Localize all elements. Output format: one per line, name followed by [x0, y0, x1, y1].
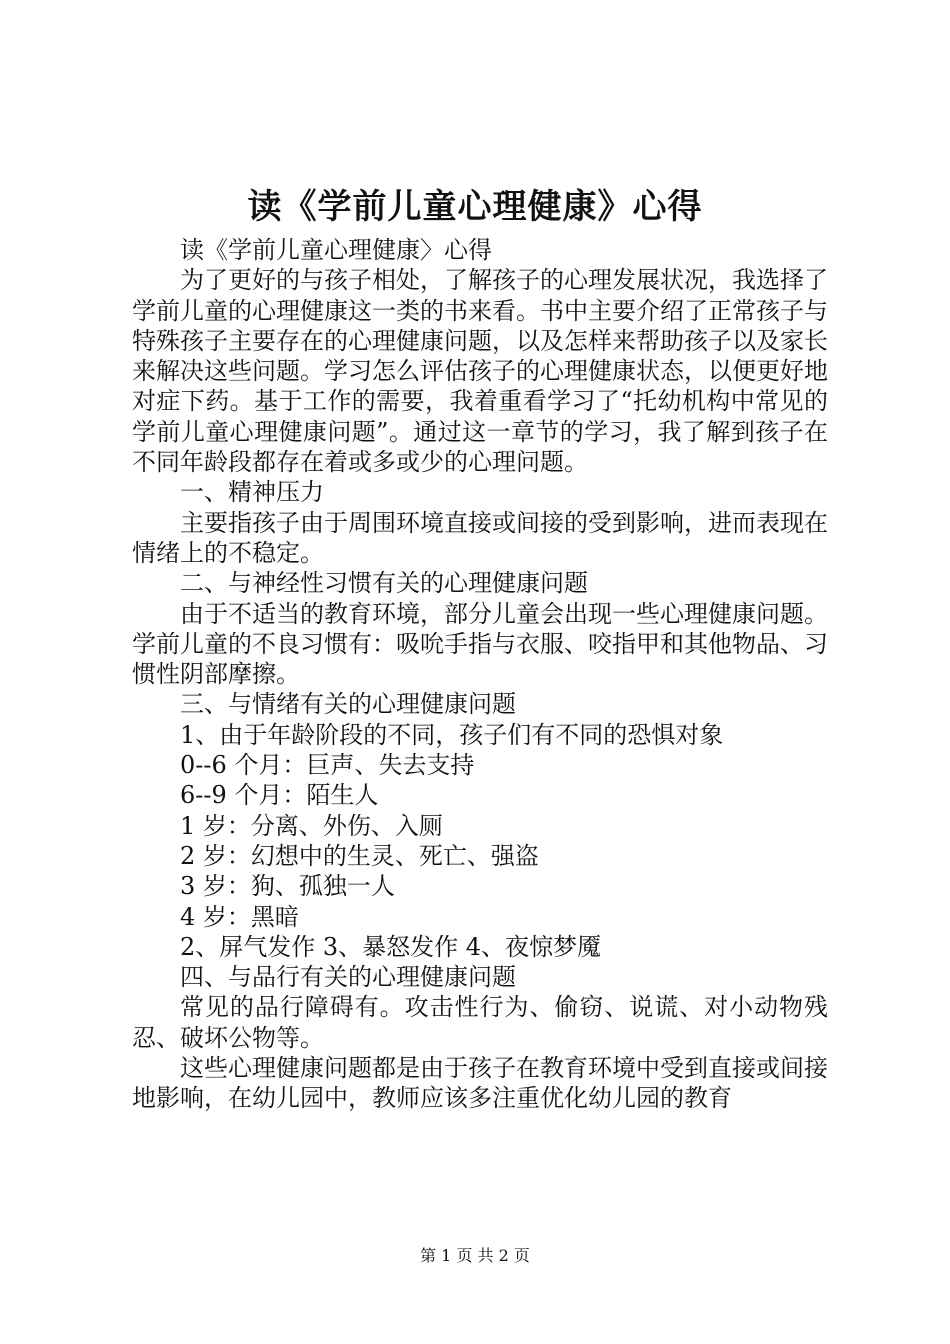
paragraph-2: 由于不适当的教育环境，部分儿童会出现一些心理健康问题。学前儿童的不良习惯有：吸吮手指与衣服、咬指甲和其他物品、习惯性阴部摩擦。: [132, 599, 828, 689]
paragraph-4: 常见的品行障碍有。攻击性行为、偷窃、说谎、对小动物残忍、破坏公物等。: [132, 993, 828, 1052]
paragraph-intro: 为了更好的与孩子相处，了解孩子的心理发展状况，我选择了学前儿童的心理健康这一类的书来看。书中主要介绍了正常孩子与特殊孩子主要存在的心理健康问题，以及怎样来帮助孩子以及家长来解决这些问题。学习怎么评估孩子的心理健康状态，以便更好地对症下药。基于工作的需要，我着重看学习了“托幼机构中常见的学前儿童心理健康问题”。通过这一章节的学习，我了解到孩子在不同年龄段都存在着或多或少的心理问题。: [132, 266, 828, 477]
list-item: 0--6 个月：巨声、失去支持: [180, 751, 475, 780]
section-heading-3: 三、与情绪有关的心理健康问题: [180, 690, 516, 719]
document-title: 读《学前儿童心理健康》心得: [247, 187, 703, 227]
list-item: 6--9 个月：陌生人: [180, 781, 379, 810]
list-item: 1 岁：分离、外伤、入厕: [180, 811, 443, 840]
page-footer: 第 1 页 共 2 页: [420, 1246, 530, 1265]
list-item: 1、由于年龄阶段的不同，孩子们有不同的恐惧对象: [180, 720, 724, 749]
paragraph-conclusion: 这些心理健康问题都是由于孩子在教育环境中受到直接或间接地影响，在幼儿园中，教师应该多注重优化幼儿园的教育: [132, 1054, 828, 1113]
list-item: 3 岁：狗、孤独一人: [180, 872, 395, 901]
paragraph-1: 主要指孩子由于周围环境直接或间接的受到影响，进而表现在情绪上的不稳定。: [132, 508, 828, 567]
section-heading-1: 一、精神压力: [180, 478, 324, 507]
document-body: [132, 235, 828, 1114]
section-heading-4: 四、与品行有关的心理健康问题: [180, 963, 516, 992]
list-item: 2、屏气发作 3、暴怒发作 4、夜惊梦魇: [180, 932, 602, 961]
paragraph-subtitle: 读《学前儿童心理健康〉心得: [180, 236, 492, 264]
list-item: 2 岁：幻想中的生灵、死亡、强盗: [180, 841, 539, 870]
section-heading-2: 二、与神经性习惯有关的心理健康问题: [180, 569, 588, 598]
list-item: 4 岁：黑暗: [180, 902, 299, 931]
